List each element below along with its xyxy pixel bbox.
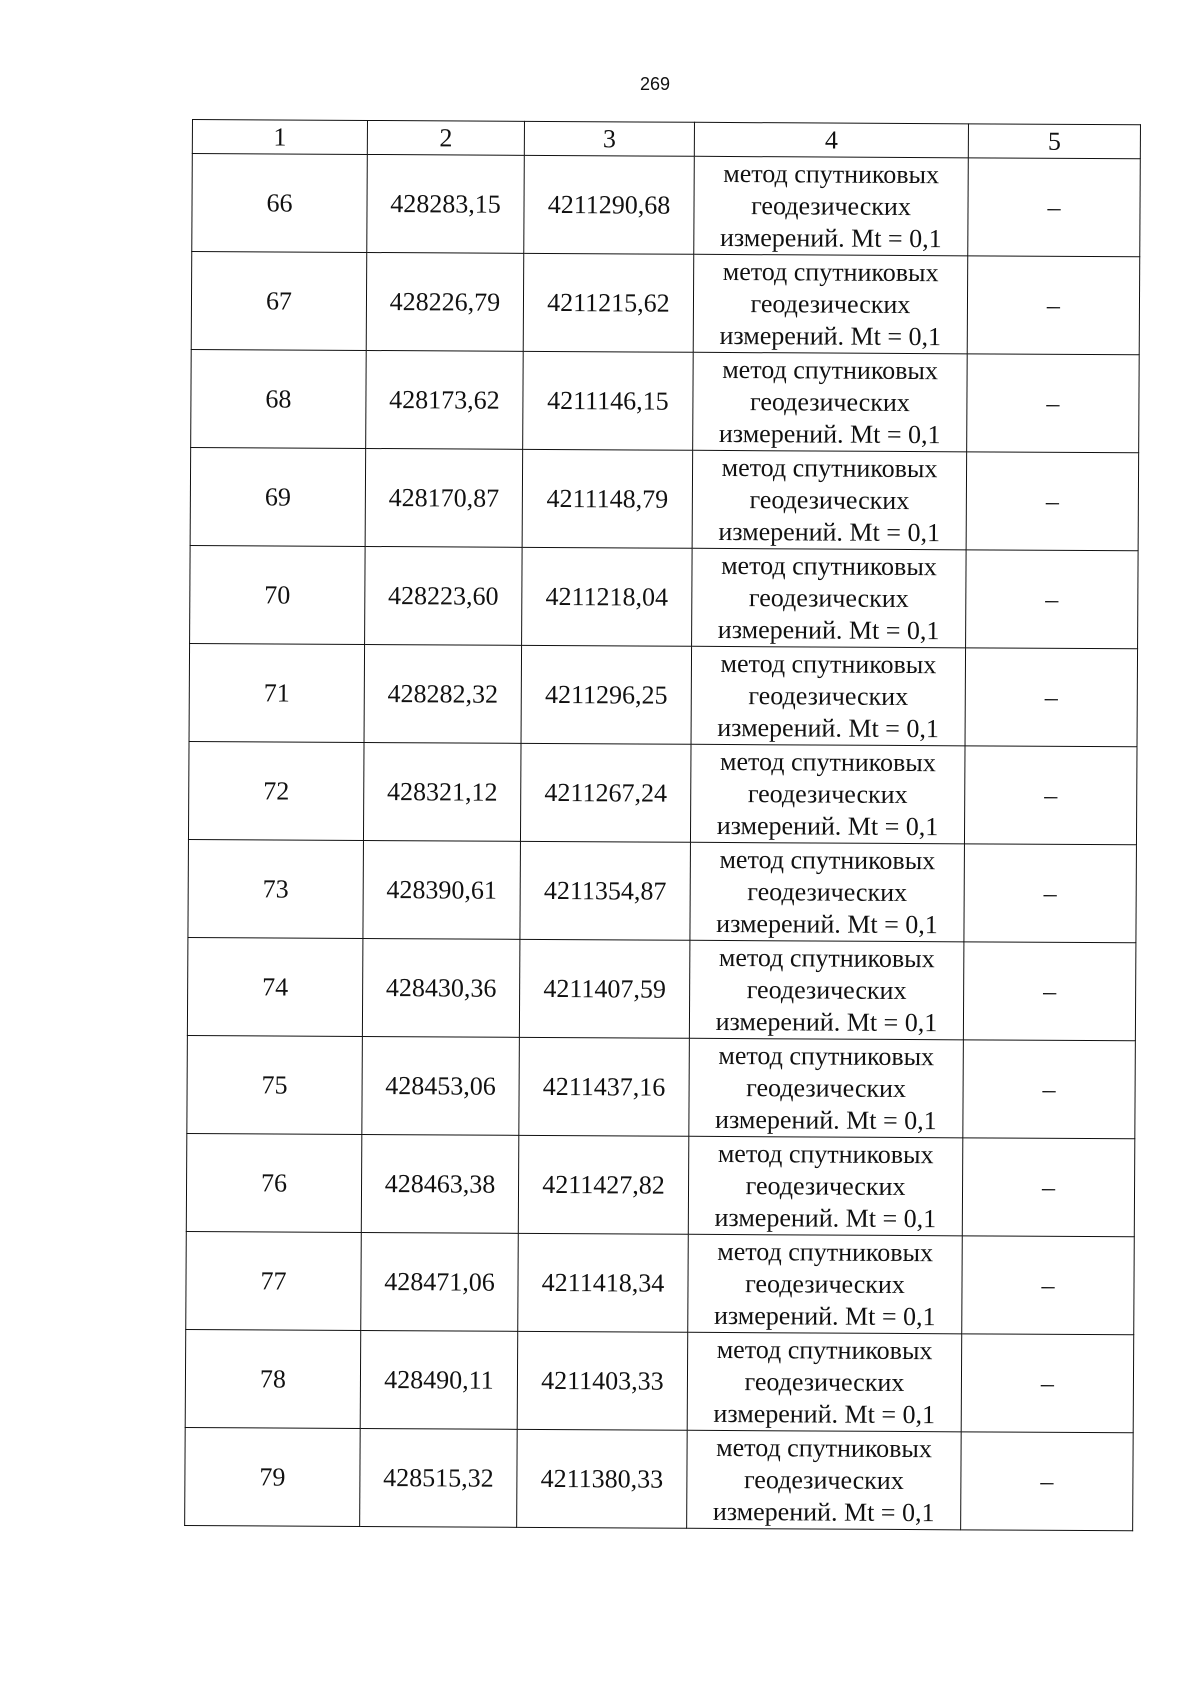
point-number-cell: 79 <box>185 1427 361 1526</box>
method-line: измерений. Mt = 0,1 <box>717 614 940 645</box>
x-coordinate-cell: 428463,38 <box>361 1134 519 1233</box>
column-header: 3 <box>524 121 694 156</box>
point-number-cell: 70 <box>190 545 366 644</box>
point-number-cell: 66 <box>192 154 368 253</box>
method-line: измерений. Mt = 0,1 <box>719 222 942 253</box>
method-line: измерений. Mt = 0,1 <box>718 418 941 449</box>
x-coordinate-cell: 428226,79 <box>366 252 524 351</box>
method-line: геодезических <box>747 876 908 907</box>
method-line: измерений. Mt = 0,1 <box>712 1496 935 1527</box>
note-cell: – <box>963 1040 1136 1139</box>
note-cell: – <box>966 550 1139 649</box>
table-row <box>186 1231 1135 1334</box>
method-cell <box>687 1332 962 1432</box>
method-line: геодезических <box>746 1072 907 1103</box>
method-line: геодезических <box>747 778 908 809</box>
table-row <box>188 741 1137 844</box>
y-coordinate-cell: 4211407,59 <box>519 939 690 1038</box>
method-line: метод спутниковых <box>716 1432 933 1463</box>
method-cell <box>694 156 969 256</box>
point-number-cell: 75 <box>187 1035 363 1134</box>
method-line: измерений. Mt = 0,1 <box>715 1006 938 1037</box>
x-coordinate-cell: 428453,06 <box>362 1036 520 1135</box>
note-cell: – <box>962 1138 1135 1237</box>
method-line: измерений. Mt = 0,1 <box>713 1300 936 1331</box>
table-row <box>190 447 1139 550</box>
note-cell: – <box>964 844 1137 943</box>
table-row <box>191 349 1140 452</box>
method-cell <box>692 450 967 550</box>
coordinates-table <box>184 119 1141 1531</box>
x-coordinate-cell: 428430,36 <box>362 938 520 1037</box>
method-line: метод спутниковых <box>718 942 935 973</box>
column-header: 2 <box>367 120 524 155</box>
x-coordinate-cell: 428173,62 <box>366 350 524 449</box>
x-coordinate-cell: 428390,61 <box>363 840 521 939</box>
method-line: геодезических <box>743 1464 904 1495</box>
method-cell <box>688 1234 963 1334</box>
x-coordinate-cell: 428490,11 <box>360 1330 518 1429</box>
method-line: метод спутниковых <box>721 550 937 581</box>
note-cell: – <box>967 354 1140 453</box>
point-number-cell: 68 <box>191 349 367 448</box>
method-line: измерений. Mt = 0,1 <box>716 908 938 939</box>
point-number-cell: 72 <box>188 741 364 840</box>
table-row <box>191 252 1140 355</box>
point-number-cell: 73 <box>188 839 364 938</box>
note-cell: – <box>961 1334 1134 1433</box>
method-line: метод спутниковых <box>717 1138 934 1169</box>
method-cell <box>692 548 967 648</box>
column-header: 1 <box>192 120 367 155</box>
table-row <box>189 643 1138 746</box>
y-coordinate-cell: 4211354,87 <box>520 841 691 940</box>
method-line: геодезических <box>748 582 909 613</box>
note-cell: – <box>967 256 1140 355</box>
point-number-cell: 77 <box>186 1231 362 1330</box>
method-cell <box>687 1430 962 1530</box>
point-number-cell: 71 <box>189 643 365 742</box>
table-row <box>185 1427 1134 1530</box>
method-line: метод спутниковых <box>721 452 938 483</box>
y-coordinate-cell: 4211267,24 <box>520 743 691 842</box>
note-cell: – <box>965 648 1138 747</box>
method-line: метод спутниковых <box>717 1236 934 1267</box>
method-cell <box>689 1038 964 1138</box>
y-coordinate-cell: 4211427,82 <box>518 1135 689 1234</box>
point-number-cell: 69 <box>190 447 366 546</box>
x-coordinate-cell: 428515,32 <box>360 1428 518 1527</box>
table-row <box>185 1329 1134 1432</box>
page-number: 269 <box>639 74 671 94</box>
method-line: метод спутниковых <box>719 746 936 777</box>
method-line: метод спутниковых <box>723 158 940 189</box>
x-coordinate-cell: 428282,32 <box>364 644 522 743</box>
method-line: метод спутниковых <box>720 648 937 679</box>
x-coordinate-cell: 428170,87 <box>365 448 523 547</box>
method-cell <box>690 842 965 942</box>
point-number-cell: 74 <box>187 937 363 1036</box>
method-cell <box>688 1136 963 1236</box>
table-row <box>192 154 1141 257</box>
y-coordinate-cell: 4211215,62 <box>523 253 694 352</box>
method-line: геодезических <box>748 680 909 711</box>
method-line: геодезических <box>746 974 907 1005</box>
y-coordinate-cell: 4211403,33 <box>517 1331 688 1430</box>
y-coordinate-cell: 4211290,68 <box>524 155 695 254</box>
method-line: измерений. Mt = 0,1 <box>713 1398 936 1429</box>
y-coordinate-cell: 4211218,04 <box>522 547 693 646</box>
table-row <box>186 1133 1135 1236</box>
method-line: метод спутниковых <box>719 844 936 875</box>
y-coordinate-cell: 4211418,34 <box>518 1233 689 1332</box>
table-row <box>187 1035 1136 1138</box>
table-body <box>185 154 1141 1531</box>
x-coordinate-cell: 428321,12 <box>363 742 521 841</box>
y-coordinate-cell: 4211148,79 <box>522 449 693 548</box>
x-coordinate-cell: 428471,06 <box>361 1232 519 1331</box>
method-line: измерений. Mt = 0,1 <box>717 712 939 743</box>
method-line: метод спутниковых <box>718 1040 935 1071</box>
table-row <box>188 839 1137 942</box>
point-number-cell: 76 <box>186 1133 362 1232</box>
method-cell <box>693 352 968 452</box>
column-header: 4 <box>694 122 968 158</box>
note-cell: – <box>968 158 1141 257</box>
method-line: измерений. Mt = 0,1 <box>714 1202 937 1233</box>
method-line: геодезических <box>745 1268 905 1299</box>
y-coordinate-cell: 4211380,33 <box>517 1429 688 1528</box>
method-line: геодезических <box>744 1366 905 1397</box>
method-line: метод спутниковых <box>722 354 939 385</box>
y-coordinate-cell: 4211296,25 <box>521 645 692 744</box>
table-header-row <box>192 120 1140 159</box>
table-row <box>190 545 1139 648</box>
y-coordinate-cell: 4211146,15 <box>523 351 694 450</box>
note-cell: – <box>964 746 1137 845</box>
method-line: измерений. Mt = 0,1 <box>716 810 939 841</box>
method-cell <box>693 254 968 354</box>
method-line: геодезических <box>745 1170 906 1201</box>
method-cell <box>690 744 965 844</box>
method-line: метод спутниковых <box>722 256 939 287</box>
x-coordinate-cell: 428223,60 <box>365 546 523 645</box>
point-number-cell: 67 <box>191 252 367 351</box>
table-row <box>187 937 1136 1040</box>
point-number-cell: 78 <box>185 1329 361 1428</box>
note-cell: – <box>966 452 1139 551</box>
note-cell: – <box>963 942 1136 1041</box>
column-header: 5 <box>968 124 1140 159</box>
method-line: измерений. Mt = 0,1 <box>719 320 942 351</box>
y-coordinate-cell: 4211437,16 <box>519 1037 690 1136</box>
method-line: геодезических <box>750 288 911 319</box>
method-line: измерений. Mt = 0,1 <box>715 1104 937 1135</box>
method-line: геодезических <box>751 190 911 221</box>
method-cell <box>691 646 966 746</box>
method-line: метод спутниковых <box>716 1334 933 1365</box>
method-line: геодезических <box>749 386 910 417</box>
note-cell: – <box>962 1236 1135 1335</box>
method-line: измерений. Mt = 0,1 <box>718 516 941 547</box>
method-cell <box>689 940 964 1040</box>
method-line: геодезических <box>749 484 910 515</box>
x-coordinate-cell: 428283,15 <box>367 154 525 253</box>
note-cell: – <box>961 1432 1134 1531</box>
